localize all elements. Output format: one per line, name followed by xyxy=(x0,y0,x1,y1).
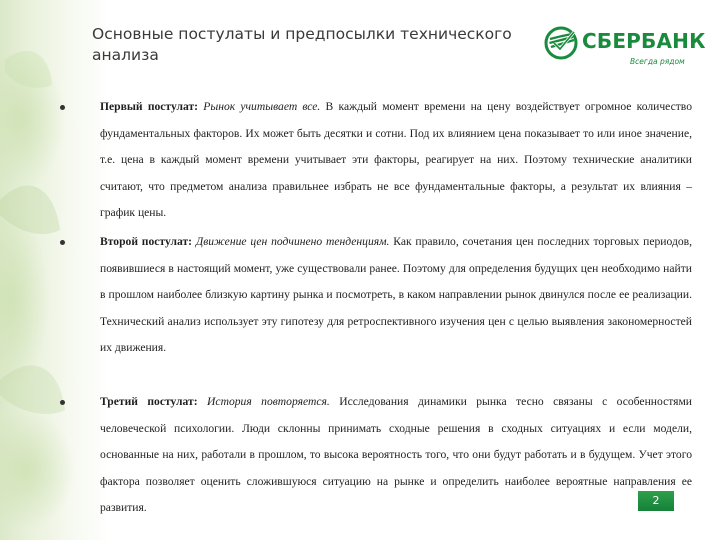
logo-slogan: Всегда рядом xyxy=(630,57,685,66)
postulate-claim: Движение цен подчинено тенденциям. xyxy=(195,235,390,248)
logo-wordmark: СБЕРБАНК xyxy=(582,29,706,53)
postulate-text xyxy=(100,229,692,362)
page-title: Основные постулаты и предпосылки технического анализа xyxy=(92,25,512,64)
bullet-icon xyxy=(60,400,65,405)
postulate-lead: Первый постулат: xyxy=(100,100,199,113)
postulate-text xyxy=(100,389,692,522)
sberbank-logo xyxy=(544,26,706,76)
postulate-body: Как правило, сочетания цен последних торговых периодов, появившиеся в настоящий момент, уже существовали ранее. Поэтому для определения будущих цен необходимо найти в прошлом наиболее близкую картину рынка и посмотреть, в каком направлении рынок двинулся после ее реализации. Технический анализ использует эту гипотезу для ретроспективного изучения цен с целью выявления закономерностей их движения. xyxy=(100,235,693,354)
postulate-body: Исследования динамики рынка тесно связаны с особенностями человеческой психологии. Люди склонны принимать сходные решения в сходных ситуациях и если модели, основанные на них, работали в прошлом, то высока вероятность того, что они будут работать и в будущем. Учет этого фактора позволяет оценить сложившуюся ситуацию на рынке и определить наиболее вероятные направления ее развития. xyxy=(100,395,693,514)
bullet-icon xyxy=(60,240,65,245)
postulate-claim: История повторяется. xyxy=(207,395,330,408)
bullet-icon xyxy=(60,105,65,110)
postulate-claim: Рынок учитывает все. xyxy=(203,100,321,113)
postulate-lead: Второй постулат: xyxy=(100,235,193,248)
list-item xyxy=(60,94,692,227)
page-number-badge: 2 xyxy=(638,491,674,511)
postulate-text xyxy=(100,94,692,227)
list-item xyxy=(60,389,692,522)
postulate-lead: Третий постулат: xyxy=(100,395,198,408)
postulate-body: В каждый момент времени на цену воздействует огромное количество фундаментальных факторов. Их может быть десятки и сотни. Под их влиянием цена показывает то или иное значение, т.е. цена в каждый момент времени учитывает эти факторы, реагирует на них. Поэтому технические аналитики считают, что предметом анализа правильнее избрать не все фундаментальные факторы, а результат их влияния – график цены. xyxy=(100,100,692,219)
list-item xyxy=(60,229,692,362)
sberbank-logo-icon xyxy=(544,26,578,60)
